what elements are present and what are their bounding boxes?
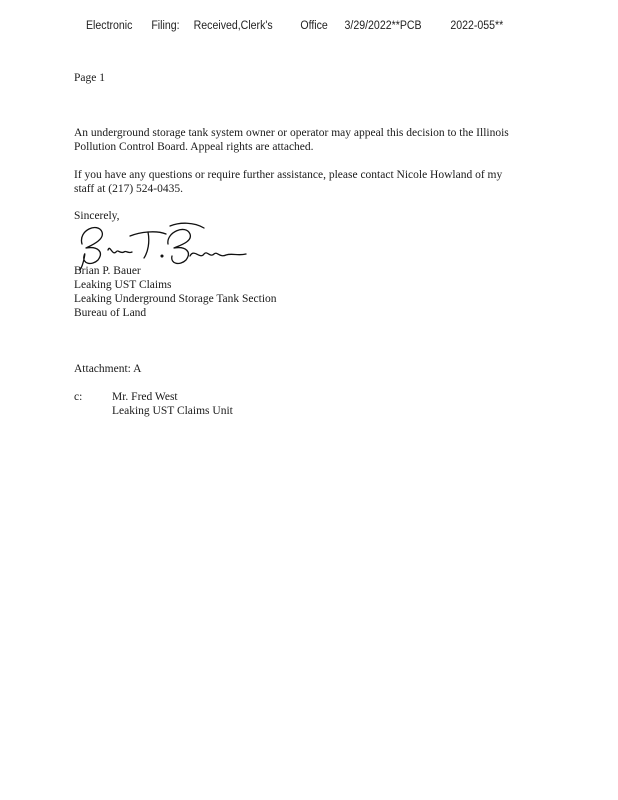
closing-salutation: Sincerely, bbox=[74, 210, 120, 222]
stamp-word-filing: Filing: bbox=[151, 20, 180, 32]
signatory-title: Leaking UST Claims bbox=[74, 279, 172, 291]
contact-paragraph-line-1: If you have any questions or require further assistance, please contact Nicole Howland of my bbox=[74, 169, 503, 181]
appeal-paragraph-line-1: An underground storage tank system owner or operator may appeal this decision to the Illinois bbox=[74, 127, 509, 139]
stamp-date-pcb: 3/29/2022**PCB bbox=[344, 20, 422, 32]
stamp-word-received: Received,Clerk's bbox=[193, 20, 273, 32]
attachment-note: Attachment: A bbox=[74, 363, 142, 375]
cc-recipient-unit: Leaking UST Claims Unit bbox=[112, 405, 233, 417]
stamp-word-office: Office bbox=[300, 20, 328, 32]
signatory-section: Leaking Underground Storage Tank Section bbox=[74, 293, 277, 305]
signatory-name: Brian P. Bauer bbox=[74, 265, 141, 277]
appeal-paragraph-line-2: Pollution Control Board. Appeal rights are attached. bbox=[74, 141, 314, 153]
contact-paragraph-line-2: staff at (217) 524-0435. bbox=[74, 183, 184, 195]
cc-recipient-name: Mr. Fred West bbox=[112, 391, 178, 403]
stamp-case-number: 2022-055** bbox=[450, 20, 504, 32]
page-number: Page 1 bbox=[74, 72, 105, 84]
stamp-word-electronic: Electronic bbox=[86, 20, 133, 32]
electronic-filing-stamp bbox=[86, 20, 504, 36]
cc-label: c: bbox=[74, 391, 83, 403]
signatory-bureau: Bureau of Land bbox=[74, 307, 147, 319]
